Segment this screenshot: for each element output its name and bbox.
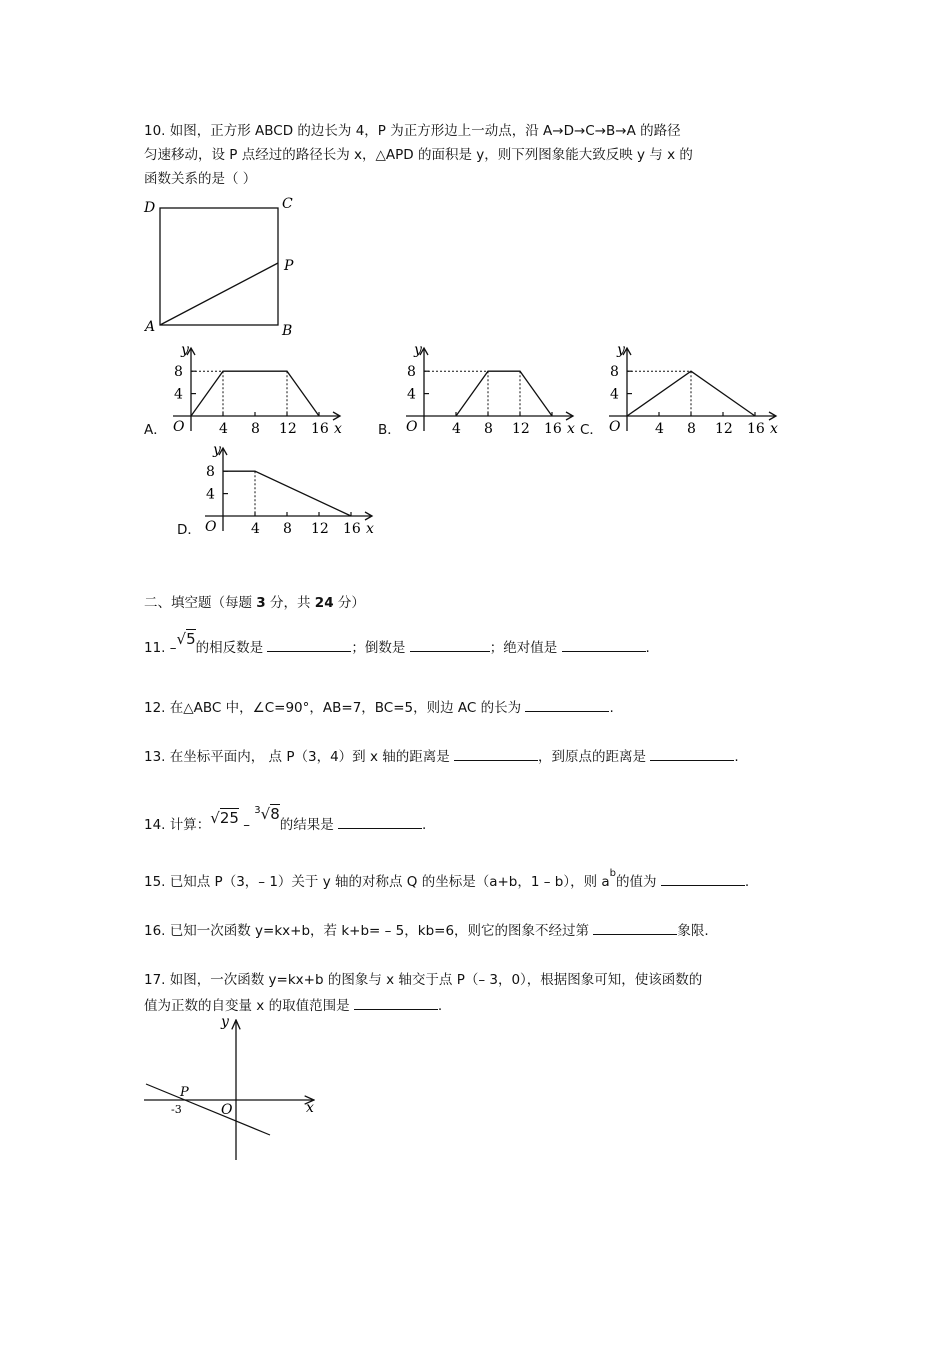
option-b-label: B． xyxy=(378,422,401,438)
option-a-label: A． xyxy=(144,422,167,438)
graph-d-xlabel-4: 4 xyxy=(251,521,260,537)
graph-b-xlabel-8: 8 xyxy=(484,421,493,437)
q15-blank xyxy=(661,871,745,886)
graph-b-function-line xyxy=(456,371,552,416)
graph-b-ylabel-4: 4 xyxy=(407,386,416,403)
graph-c-xlabel-16: 16 xyxy=(747,421,765,437)
graph-b-x-letter: x xyxy=(567,421,575,437)
q13-blank-1 xyxy=(454,746,538,761)
q10-line3: 函数关系的是（ ） xyxy=(144,171,257,187)
graph-a-function-line xyxy=(191,371,319,416)
q14: 14. 计算：√25 – $^3$√8的结果是 . xyxy=(144,805,427,833)
label-p: P xyxy=(284,258,294,274)
q11-blank-3 xyxy=(562,637,646,652)
q17-tick-label: -3 xyxy=(171,1103,182,1116)
section-2-title: 二、填空题（每题 3 分，共 24 分） xyxy=(144,595,365,611)
label-b: B xyxy=(282,323,293,339)
graph-c-origin: O xyxy=(609,419,621,435)
label-c: C xyxy=(282,196,293,212)
graph-d-function-line xyxy=(223,471,351,516)
graph-d-origin: O xyxy=(205,519,217,535)
graph-c-y-letter: y xyxy=(617,342,625,358)
q17-blank xyxy=(354,995,438,1010)
graph-a-ylabel-8: 8 xyxy=(174,364,183,381)
option-c-label: C． xyxy=(580,422,603,438)
graph-d-ylabel-4: 4 xyxy=(206,486,215,503)
option-c-graph xyxy=(601,338,786,438)
option-d-graph xyxy=(197,438,382,538)
graph-c-ylabel-4: 4 xyxy=(610,386,619,403)
q14-blank xyxy=(338,814,422,829)
graph-d-xlabel-12: 12 xyxy=(311,521,329,537)
graph-b-xlabel-4: 4 xyxy=(452,421,461,437)
q13: 13. 在坐标平面内， 点 P（3，4）到 x 轴的距离是 ，到原点的距离是 . xyxy=(144,746,739,766)
q17-p-label: P xyxy=(180,1085,189,1100)
q17-function-line xyxy=(146,1084,270,1135)
q16: 16. 已知一次函数 y=kx+b，若 k+b= – 5，kb=6，则它的图象不经过第 象限. xyxy=(144,920,709,940)
label-a: A xyxy=(145,319,156,335)
graph-c-x-letter: x xyxy=(770,421,778,437)
q17-y-label: y xyxy=(221,1014,229,1030)
label-d: D xyxy=(144,200,156,216)
q12: 12. 在△ABC 中，∠C=90°，AB=7，BC=5，则边 AC 的长为 . xyxy=(144,697,614,717)
graph-d-ylabel-8: 8 xyxy=(206,464,215,481)
q17-origin-label: O xyxy=(221,1102,233,1118)
graph-a-y-letter: y xyxy=(181,342,189,358)
graph-c-xlabel-12: 12 xyxy=(715,421,733,437)
q10-line1: 10. 如图，正方形 ABCD 的边长为 4，P 为正方形边上一动点，沿 A→D→C→B→A 的路径 xyxy=(144,123,681,139)
graph-a-xlabel-16: 16 xyxy=(311,421,329,437)
graph-c-function-line xyxy=(627,371,755,416)
q17-graph xyxy=(138,1010,328,1170)
q11-blank-2 xyxy=(410,637,490,652)
graph-b-xlabel-12: 12 xyxy=(512,421,530,437)
graph-a-ylabel-4: 4 xyxy=(174,386,183,403)
graph-b-xlabel-16: 16 xyxy=(544,421,562,437)
q11: 11. –√5的相反数是 ；倒数是 ；绝对值是 . xyxy=(144,630,650,656)
graph-c-ylabel-8: 8 xyxy=(610,364,619,381)
graph-b-y-letter: y xyxy=(414,342,422,358)
q13-blank-2 xyxy=(650,746,734,761)
graph-a-xlabel-8: 8 xyxy=(251,421,260,437)
square-diagram xyxy=(140,194,310,344)
q17-line2: 值为正数的自变量 x 的取值范围是 . xyxy=(144,995,442,1015)
graph-d-x-letter: x xyxy=(366,521,374,537)
option-d-label: D． xyxy=(177,522,201,538)
q16-blank xyxy=(593,920,677,935)
graph-a-xlabel-12: 12 xyxy=(279,421,297,437)
graph-a-xlabel-4: 4 xyxy=(219,421,228,437)
option-a-graph xyxy=(165,338,350,438)
graph-d-y-letter: y xyxy=(213,442,221,458)
graph-c-xlabel-8: 8 xyxy=(687,421,696,437)
q10-line2: 匀速移动，设 P 点经过的路径长为 x，△APD 的面积是 y，则下列图象能大致反映 y 与 x 的 xyxy=(144,147,693,163)
graph-a-origin: O xyxy=(173,419,185,435)
option-b-graph xyxy=(398,338,583,438)
graph-d-xlabel-16: 16 xyxy=(343,521,361,537)
graph-b-origin: O xyxy=(406,419,418,435)
q11-blank-1 xyxy=(267,637,351,652)
q15: 15. 已知点 P（3，– 1）关于 y 轴的对称点 Q 的坐标是（a+b，1 – b），则 $a^b$的值为 . xyxy=(144,868,750,890)
q17-x-label: x xyxy=(306,1100,314,1116)
q12-blank xyxy=(525,697,609,712)
graph-d-xlabel-8: 8 xyxy=(283,521,292,537)
graph-a-x-letter: x xyxy=(334,421,342,437)
q17-line1: 17. 如图，一次函数 y=kx+b 的图象与 x 轴交于点 P（– 3，0），根据图象可知，使该函数的 xyxy=(144,972,703,988)
graph-c-xlabel-4: 4 xyxy=(655,421,664,437)
graph-b-ylabel-8: 8 xyxy=(407,364,416,381)
